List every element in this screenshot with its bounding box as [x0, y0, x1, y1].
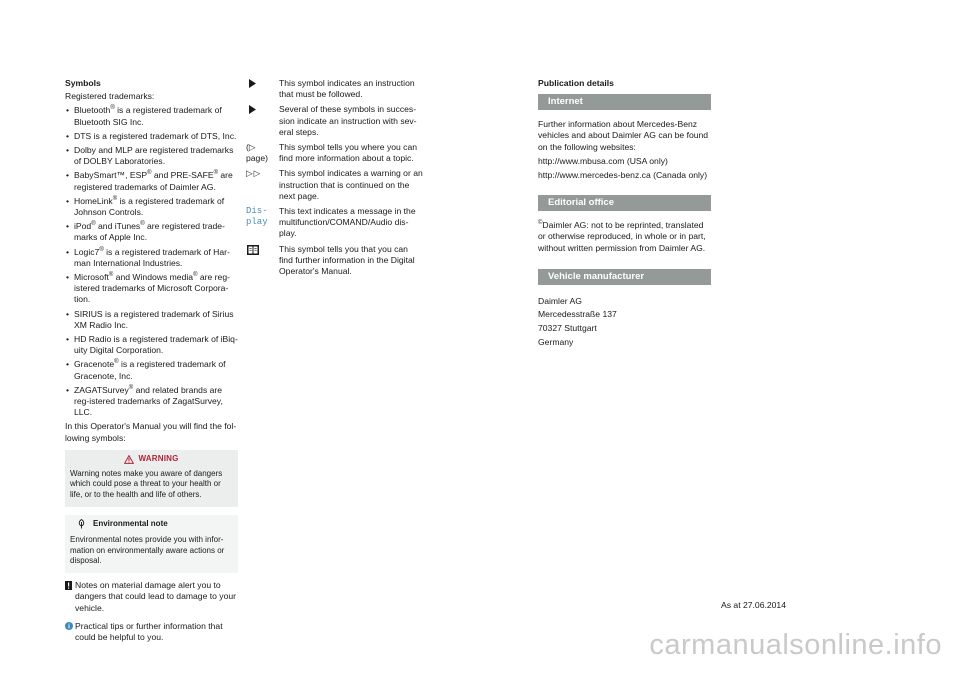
- editorial-text: ©Daimler AG: not to be reprinted, translated or otherwise reproduced, in whole or in part, without written permission from Daimler AG.: [538, 220, 706, 253]
- leaf-icon: [78, 519, 85, 529]
- address-line: Daimler AG: [538, 295, 582, 306]
- address-line: Germany: [538, 336, 574, 347]
- internet-section-bar: Internet: [538, 94, 711, 110]
- environmental-label: Environmental note: [93, 519, 168, 529]
- url-canada: http://www.mercedes-benz.ca (Canada only): [538, 170, 708, 181]
- display-symbol: Dis-play: [246, 206, 268, 228]
- triangle-right-icon: [246, 78, 279, 100]
- damage-note-text: Notes on material damage alert you to dangers that could lead to damage to your vehicle.: [75, 580, 237, 613]
- copyright-symbol: ©: [538, 220, 543, 227]
- trademark-item: • HD Radio is a registered trademark of iBiq-uity Digital Corporation.: [65, 334, 238, 356]
- trademark-item: • DTS is a registered trademark of DTS, Inc.: [65, 131, 238, 142]
- trademark-item: • SIRIUS is a registered trademark of Sirius XM Radio Inc.: [65, 309, 238, 331]
- warning-title: [70, 454, 233, 465]
- trademark-item: • Gracenote® is a registered trademark of Gracenote, Inc.: [65, 359, 238, 381]
- symbol-description: This symbol indicates a warning or an instruction that is continued on the next page.: [279, 168, 423, 201]
- symbol-row: [246, 168, 424, 202]
- continued-symbol: ▷▷: [246, 168, 262, 179]
- symbol-row: [246, 244, 424, 278]
- trademark-item: • HomeLink® is a registered trademark of Johnson Controls.: [65, 196, 238, 218]
- address-line: 70327 Stuttgart: [538, 323, 597, 334]
- symbols-outro: In this Operator's Manual you will find the fol-lowing symbols:: [65, 421, 237, 443]
- internet-text: Further information about Mercedes-Benz vehicles and about Daimler AG can be found on the following websites:: [538, 119, 709, 152]
- trademark-list: [65, 105, 238, 418]
- warning-box: [65, 450, 238, 507]
- symbol-description: This symbol indicates an instruction that must be followed.: [279, 78, 415, 100]
- triangle-right-icon: [246, 104, 279, 138]
- symbol-description: This text indicates a message in the multifunction/COMAND/Audio dis-play.: [279, 206, 416, 239]
- trademark-item: • iPod® and iTunes® are registered trade-marks of Apple Inc.: [65, 221, 238, 243]
- symbol-description: This symbol tells you where you can find more information about a topic.: [279, 142, 418, 164]
- symbols-column: [65, 78, 238, 643]
- trademark-item: • BabySmart™, ESP® and PRE-SAFE® are registered trademarks of Daimler AG.: [65, 170, 238, 192]
- symbol-row: [246, 206, 424, 240]
- symbols-heading: Symbols: [65, 78, 101, 88]
- trademark-item: • Bluetooth® is a registered trademark of Bluetooth SIG Inc.: [65, 105, 238, 127]
- manufacturer-section-bar: Vehicle manufacturer: [538, 269, 711, 285]
- url-usa: http://www.mbusa.com (USA only): [538, 155, 668, 166]
- page-reference-symbol: (▷ page): [246, 142, 268, 164]
- editorial-section-bar: Editorial office: [538, 195, 711, 211]
- publication-column: [538, 78, 711, 349]
- tips-note-text: Practical tips or further information that could be helpful to you.: [75, 620, 223, 643]
- address-line: Mercedesstraße 137: [538, 309, 617, 320]
- warning-text: Warning notes make you aware of dangers which could pose a threat to your health or life, or to the health and life of others.: [70, 468, 223, 500]
- trademark-item: • Logic7® is a registered trademark of Har-man International Industries.: [65, 247, 238, 269]
- info-icon: [65, 622, 74, 643]
- symbol-description: Several of these symbols in succes-sion indicate an instruction with sev-eral steps.: [279, 104, 417, 137]
- digital-manual-icon: [246, 244, 279, 278]
- exclamation-icon: [65, 581, 74, 614]
- warning-triangle-icon: [124, 455, 134, 464]
- damage-note: [65, 580, 238, 614]
- tips-note: [65, 621, 238, 643]
- symbol-legend-column: [246, 78, 424, 281]
- warning-label: WARNING: [138, 453, 179, 463]
- date-stamp: As at 27.06.2014: [721, 600, 786, 610]
- publication-heading: Publication details: [538, 78, 614, 88]
- environmental-title: [70, 519, 233, 530]
- symbol-row: [246, 104, 424, 138]
- trademark-item: • Microsoft® and Windows media® are reg-istered trademarks of Microsoft Corpora-tion.: [65, 272, 238, 306]
- environmental-box: [65, 515, 238, 573]
- trademark-item: • ZAGATSurvey® and related brands are reg-istered trademarks of ZagatSurvey, LLC.: [65, 385, 238, 419]
- environmental-text: Environmental notes provide you with infor-mation on environmentally aware actions or disposal.: [70, 534, 225, 566]
- trademark-item: • Dolby and MLP are registered trademarks of DOLBY Laboratories.: [65, 145, 238, 167]
- symbol-row: [246, 78, 424, 100]
- symbol-row: [246, 142, 424, 164]
- manufacturer-address: [538, 295, 711, 349]
- site-watermark: carmanualsonline.info: [649, 629, 942, 661]
- symbol-description: This symbol tells you that you can find further information in the Digital Operator's Manual.: [279, 243, 415, 277]
- trademarks-intro: Registered trademarks:: [65, 91, 155, 102]
